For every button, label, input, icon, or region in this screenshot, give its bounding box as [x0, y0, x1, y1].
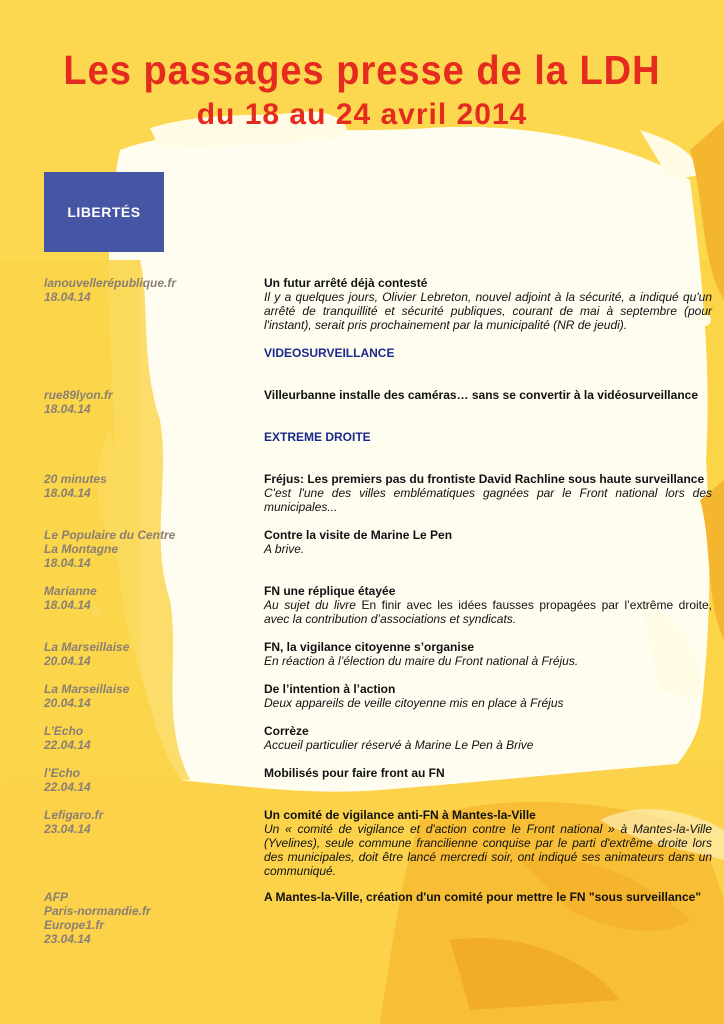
entry-sources — [44, 276, 254, 304]
entry-content — [264, 276, 712, 332]
entry-content — [264, 640, 712, 668]
entry-content — [264, 724, 712, 752]
source-line: Paris-normandie.fr — [44, 904, 151, 918]
page-title: Les passages presse de la LDH — [63, 48, 661, 94]
entry-content — [264, 472, 712, 514]
entry-content — [264, 528, 712, 556]
source-date: 23.04.14 — [44, 932, 91, 946]
source-line: L’Echo — [44, 724, 84, 738]
entry-description: Deux appareils de veille citoyenne mis en place à Fréjus — [264, 696, 564, 710]
entry-headline: Un comité de vigilance anti-FN à Mantes-la-Ville — [264, 808, 536, 822]
source-line: Le Populaire du Centre — [44, 528, 176, 542]
source-line: lanouvellerépublique.fr — [44, 276, 177, 290]
entry-content — [264, 890, 712, 904]
entry-headline: Contre la visite de Marine Le Pen — [264, 528, 453, 542]
source-date: 18.04.14 — [44, 556, 91, 570]
source-date: 20.04.14 — [44, 654, 91, 668]
entry-sources — [44, 584, 254, 612]
source-line: La Marseillaise — [44, 640, 130, 654]
entry-headline: FN, la vigilance citoyenne s’organise — [264, 640, 475, 654]
source-line: La Marseillaise — [44, 682, 130, 696]
libertes-logo — [44, 172, 164, 252]
section-heading-videosurveillance: VIDEOSURVEILLANCE — [264, 346, 395, 360]
entry-description: En réaction à l’élection du maire du Front national à Fréjus. — [264, 654, 579, 668]
entry-description: C'est l'une des villes emblématiques gagnées par le Front national lors des municipales... — [264, 486, 712, 514]
entry-content — [264, 808, 712, 878]
page-subtitle: du 18 au 24 avril 2014 — [196, 98, 528, 131]
entry-sources — [44, 766, 254, 794]
entry-headline: A Mantes-la-Ville, création d'un comité pour mettre le FN "sous surveillance" — [264, 890, 702, 904]
entry-headline: Fréjus: Les premiers pas du frontiste David Rachline sous haute surveillance — [264, 472, 705, 486]
entry-sources — [44, 528, 254, 570]
source-date: 23.04.14 — [44, 822, 91, 836]
source-line: rue89lyon.fr — [44, 388, 113, 402]
entry-headline: Villeurbanne installe des caméras… sans se convertir à la vidéosurveillance — [264, 388, 698, 402]
source-date: 18.04.14 — [44, 290, 91, 304]
section-heading-extreme-droite: EXTREME DROITE — [264, 430, 371, 444]
entry-description: Accueil particulier réservé à Marine Le Pen à Brive — [264, 738, 534, 752]
source-date: 18.04.14 — [44, 486, 91, 500]
source-line: AFP — [44, 890, 68, 904]
desc-part: Au sujet du livre — [264, 598, 356, 612]
entry-description — [264, 598, 712, 626]
entry-headline: Corrèze — [264, 724, 309, 738]
entry-description: Il y a quelques jours, Olivier Lebreton, nouvel adjoint à la sécurité, a indiqué qu'un arrêté de tranquillité et sécurité publiques, courant de mai à septembre (pour l'instant), serait pris prochainement par la municipalité (NR de jeudi). — [264, 290, 712, 332]
entry-description: A brive. — [264, 542, 305, 556]
entry-sources — [44, 890, 254, 946]
entry-content — [264, 584, 712, 626]
source-line: Europe1.fr — [44, 918, 105, 932]
entry-headline: FN une réplique étayée — [264, 584, 396, 598]
entry-sources — [44, 682, 254, 710]
entry-headline: Un futur arrêté déjà contesté — [264, 276, 428, 290]
source-date: 18.04.14 — [44, 402, 91, 416]
entry-sources — [44, 388, 254, 416]
entry-sources — [44, 640, 254, 668]
entry-description: Un « comité de vigilance et d'action contre le Front national » à Mantes-la-Ville (Yvelines), seule commune francilienne conquise par le parti d'extrême droite lors des municipales, doit être lancé mercredi soir, ont indiqué ses animateurs dans un communiqué. — [264, 822, 712, 878]
source-line: 20 minutes — [44, 472, 107, 486]
source-line: Lefigaro.fr — [44, 808, 104, 822]
entry-sources — [44, 808, 254, 836]
source-line: La Montagne — [44, 542, 118, 556]
logo-label: LIBERTÉS — [67, 204, 141, 220]
entry-sources — [44, 724, 254, 752]
source-date: 20.04.14 — [44, 696, 91, 710]
source-line: Marianne — [44, 584, 97, 598]
entry-content — [264, 388, 712, 402]
entry-content — [264, 682, 712, 710]
entry-content — [264, 766, 712, 780]
source-date: 22.04.14 — [44, 738, 91, 752]
desc-part-book-title: En finir avec les idées fausses propagées par l’extrême droite, — [355, 598, 712, 612]
entry-headline: De l’intention à l’action — [264, 682, 396, 696]
desc-part: avec la contribution d’associations et syndicats. — [264, 612, 517, 626]
source-date: 22.04.14 — [44, 780, 91, 794]
source-date: 18.04.14 — [44, 598, 91, 612]
entry-headline: Mobilisés pour faire front au FN — [264, 766, 445, 780]
entry-sources — [44, 472, 254, 500]
source-line: l’Echo — [44, 766, 81, 780]
